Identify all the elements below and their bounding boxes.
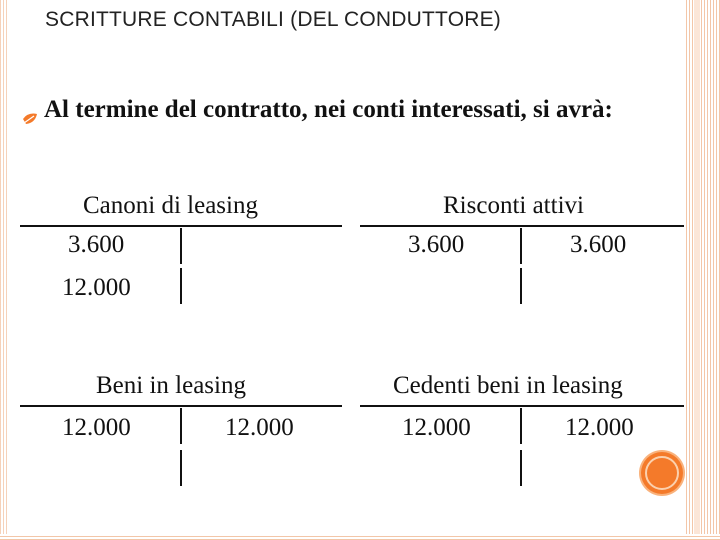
right-border-decoration	[686, 0, 720, 540]
account-divider-line	[520, 228, 522, 264]
account-divider-line	[180, 450, 182, 486]
account-top-line	[360, 225, 684, 227]
account-divider-line	[520, 450, 522, 486]
account-divider-line	[520, 408, 522, 444]
bullet-paragraph	[22, 90, 698, 130]
slide-title: SCRITTURE CONTABILI (DEL CONDUTTORE)	[45, 8, 502, 31]
account-title: Canoni di leasing	[83, 192, 258, 219]
account-divider-line	[180, 408, 182, 444]
account-top-line	[20, 405, 342, 407]
left-border-decoration	[0, 0, 8, 540]
debit-value: 12.000	[402, 414, 471, 441]
leaf-bullet-icon	[22, 100, 40, 116]
debit-value: 3.600	[408, 231, 465, 258]
debit-value: 3.600	[68, 231, 125, 258]
bottom-border-decoration	[0, 534, 720, 540]
debit-value: 12.000	[62, 414, 131, 441]
credit-value: 3.600	[570, 231, 627, 258]
orange-circle-decoration	[641, 452, 683, 494]
bullet-text: Al termine del contratto, nei conti interessati, si avrà:	[44, 96, 613, 123]
account-top-line	[360, 405, 684, 407]
credit-value: 12.000	[225, 414, 294, 441]
account-divider-line	[520, 268, 522, 304]
account-top-line	[20, 225, 342, 227]
account-title: Risconti attivi	[443, 192, 584, 219]
account-title: Cedenti beni in leasing	[393, 372, 623, 399]
debit-value: 12.000	[62, 274, 131, 301]
credit-value: 12.000	[565, 414, 634, 441]
account-divider-line	[180, 268, 182, 304]
account-divider-line	[180, 228, 182, 264]
account-title: Beni in leasing	[96, 372, 246, 399]
